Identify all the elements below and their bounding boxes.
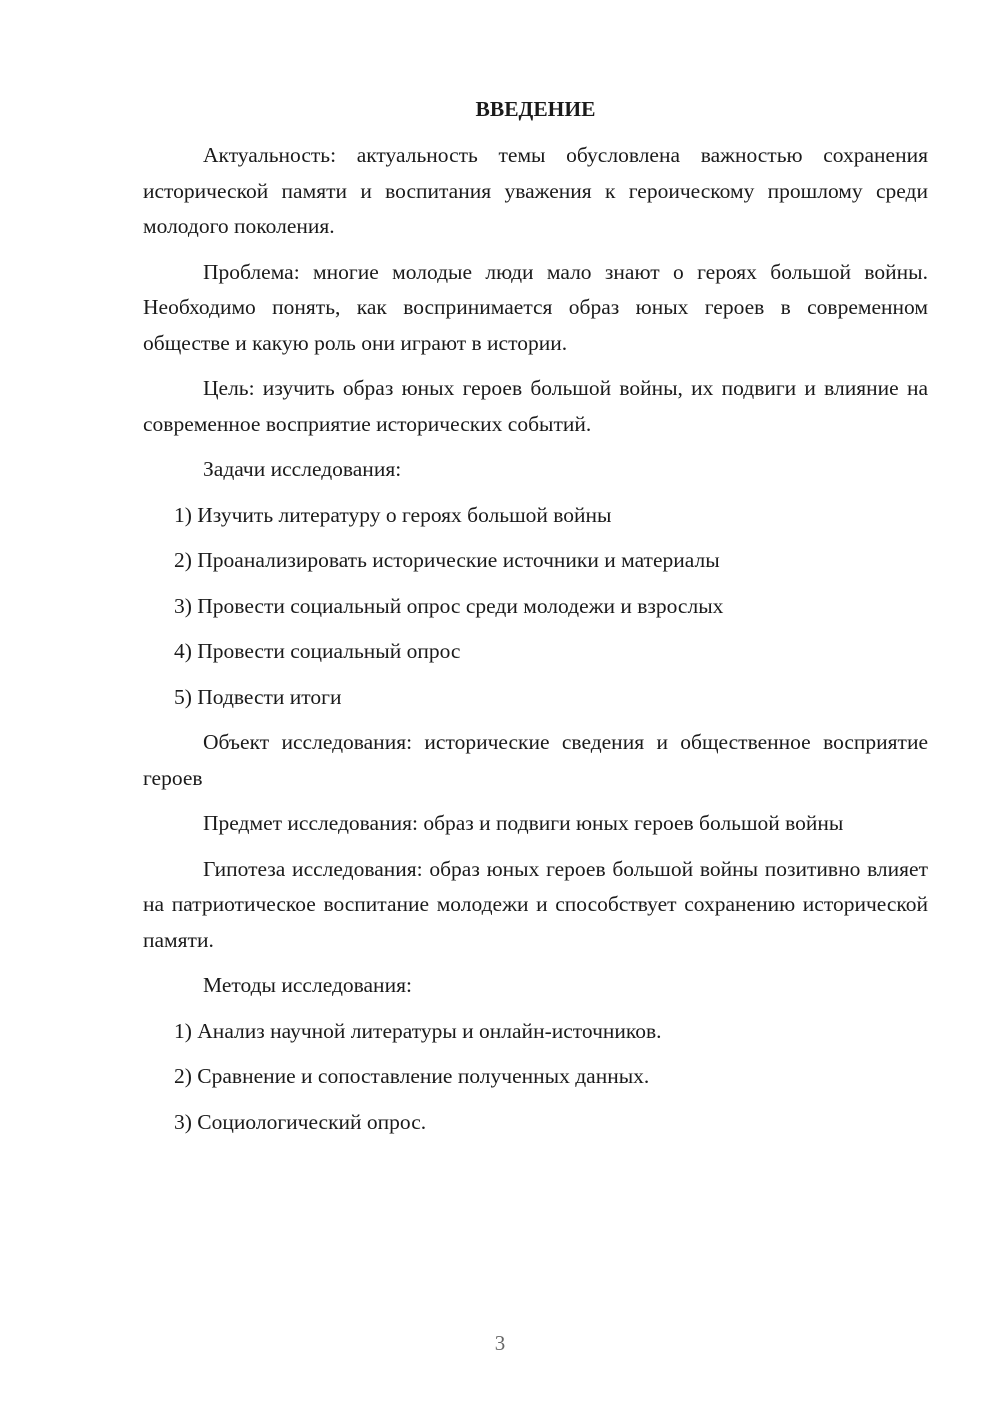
- page-number: 3: [494, 1331, 506, 1355]
- hypothesis-paragraph: Гипотеза исследования: образ юных героев большой войны позитивно влияет на патриотическое воспитание молодежи и способствует сохранению исторической памяти.: [143, 856, 928, 952]
- goal-paragraph: Цель: изучить образ юных героев большой войны, их подвиги и влияние на современное восприятие исторических событий.: [143, 376, 928, 436]
- method-item: 3) Социологический опрос.: [174, 1109, 427, 1134]
- document-body: [143, 92, 928, 1150]
- task-item: 2) Проанализировать исторические источники и материалы: [174, 548, 720, 572]
- object-paragraph: Объект исследования: исторические сведения и общественное восприятие героев: [143, 730, 928, 790]
- section-title: ВВЕДЕНИЕ: [475, 97, 596, 121]
- task-item: 3) Провести социальный опрос среди молодежи и взрослых: [174, 593, 724, 618]
- task-item: 4) Провести социальный опрос: [174, 639, 461, 663]
- subject-paragraph: Предмет исследования: образ и подвиги юных героев большой войны: [203, 811, 844, 835]
- method-item: 2) Сравнение и сопоставление полученных данных.: [174, 1064, 650, 1088]
- tasks-heading: Задачи исследования:: [203, 457, 402, 481]
- task-item: 1) Изучить литературу о героях большой войны: [174, 502, 612, 527]
- problem-paragraph: Проблема: многие молодые люди мало знают о героях большой войны. Необходимо понять, как воспринимается образ юных героев в современном обществе и какую роль они играют в истории.: [143, 259, 928, 355]
- method-item: 1) Анализ научной литературы и онлайн-источников.: [174, 1018, 662, 1043]
- methods-heading: Методы исследования:: [203, 973, 412, 997]
- relevance-paragraph: Актуальность: актуальность темы обусловлена важностью сохранения исторической памяти и воспитания уважения к героическому прошлому среди молодого поколения.: [143, 143, 928, 238]
- task-item: 5) Подвести итоги: [174, 684, 342, 709]
